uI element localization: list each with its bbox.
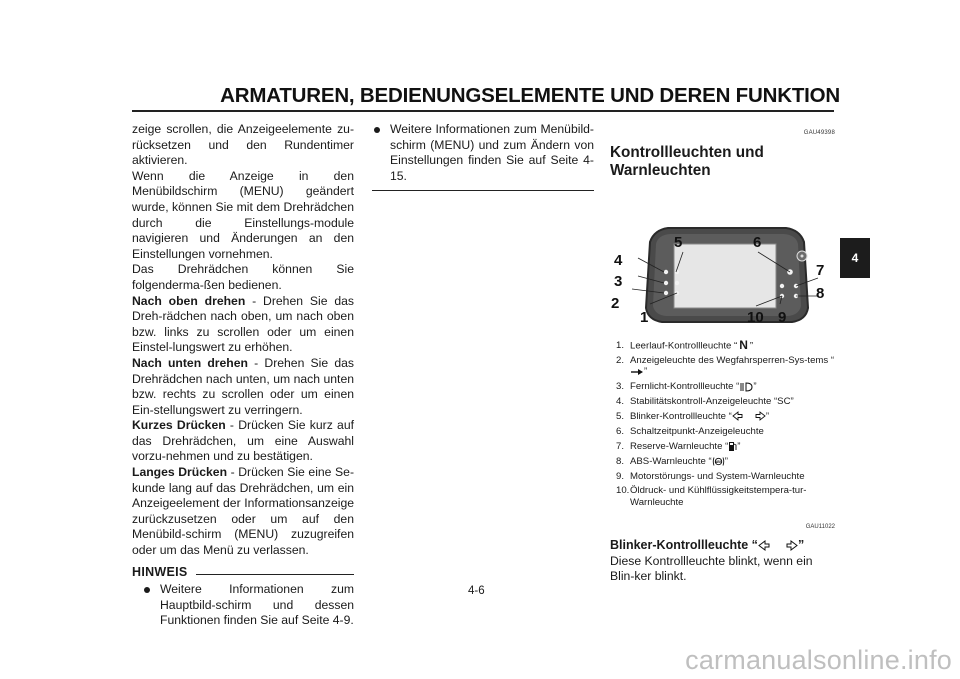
legend-number: 6. — [616, 425, 625, 437]
legend-suffix: ” — [724, 455, 728, 467]
operation-text: - Drücken Sie kurz auf das Drehrädchen, um eine Auswahl vorzu-nehmen und zu bestätigen. — [132, 418, 354, 464]
operation-term: Nach unten drehen — [132, 355, 248, 370]
legend-text: Anzeigeleuchte des Wegfahrsperren-Sys-tems “ — [630, 354, 835, 366]
indicator-light — [780, 283, 784, 287]
legend-item — [616, 355, 835, 378]
subsection-title — [610, 538, 835, 554]
legend-suffix: ” — [765, 410, 770, 422]
menu-bullet — [372, 122, 594, 184]
bullet-icon — [142, 585, 152, 595]
legend-text: Schaltzeitpunkt-Anzeigeleuchte — [630, 425, 764, 437]
operation-term: Nach oben drehen — [132, 293, 246, 308]
legend-item — [616, 426, 835, 438]
paragraph: Das Drehrädchen können Sie folgenderma-ßen bedienen. — [132, 262, 354, 292]
fuel-pump-icon — [728, 441, 737, 452]
paragraph: Wenn die Anzeige in den Menübildschirm (MENU) geändert wurde, können Sie mit dem Drehrädchen durch die Einstellungs-module navigieren und Änderungen an den Einstellungen vornehmen. — [132, 168, 354, 261]
callout-7: 7 — [816, 261, 825, 279]
page-title: ARMATUREN, BEDIENUNGSELEMENTE UND DEREN FUNKTION — [220, 84, 840, 107]
callout-10: 10 — [747, 308, 764, 326]
legend-suffix: ” — [753, 381, 757, 393]
high-beam-icon — [739, 382, 753, 392]
legend-number: 2. — [616, 354, 625, 366]
legend-text: Fernlicht-Kontrollleuchte “ — [630, 381, 740, 393]
reference-code: GAU49398 — [803, 130, 835, 136]
indicator-light — [675, 280, 679, 284]
legend-item — [616, 471, 835, 483]
indicator-light — [675, 269, 679, 273]
header-rule — [132, 110, 834, 112]
legend-text: Motorstörungs- und System-Warnleuchte — [630, 470, 805, 482]
legend-suffix: ” — [737, 440, 741, 452]
immobilizer-key-icon — [630, 368, 644, 376]
note-rule — [196, 574, 354, 575]
indicator-light — [664, 290, 668, 294]
callout-8: 8 — [816, 284, 825, 302]
subsection-title-text: Blinker-Kontrollleuchte “ — [610, 538, 758, 553]
svg-text:ABS: ABS — [714, 459, 723, 464]
legend-item — [616, 456, 835, 468]
legend-item — [616, 396, 835, 408]
legend-suffix: ” — [749, 339, 754, 351]
operation-term: Kurzes Drücken — [132, 418, 226, 433]
legend-list — [610, 337, 835, 509]
watermark: carmanualsonline.info — [685, 645, 952, 675]
note-bullet — [132, 582, 354, 629]
operation-term: Langes Drücken — [132, 465, 228, 480]
legend-number: 9. — [616, 470, 625, 482]
legend-item — [616, 337, 835, 352]
operation-item — [132, 356, 354, 418]
instrument-panel-figure — [610, 192, 835, 334]
right-column — [610, 126, 835, 585]
legend-text: Stabilitätskontroll-Anzeigeleuchte “SC” — [630, 396, 794, 408]
callout-4: 4 — [614, 251, 623, 269]
reference-code: GAU11022 — [805, 524, 835, 531]
abs-icon — [712, 456, 725, 467]
note-label: HINWEIS — [132, 564, 188, 579]
legend-number: 3. — [616, 381, 625, 393]
paragraph: zeige scrollen, die Anzeigeelemente zu-rücksetzen und den Rundentimer aktivieren. — [132, 122, 354, 168]
callout-2: 2 — [611, 294, 620, 312]
operation-item — [132, 418, 354, 465]
legend-number: 8. — [616, 455, 625, 467]
paragraph: Diese Kontrollleuchte blinkt, wenn ein Blin-ker blinkt. — [610, 553, 813, 584]
legend-item — [616, 411, 835, 423]
section-end-rule — [372, 190, 594, 191]
shift-knob-center — [801, 254, 804, 257]
legend-number: 10. — [616, 485, 630, 497]
legend-suffix: ” — [644, 366, 648, 378]
instrument-panel-diagram — [610, 192, 835, 334]
menu-bullet-text: Weitere Informationen zum Menübild-schirm (MENU) und zum Ändern von Einstellungen finden Sie auf Seite 4-15. — [390, 122, 594, 183]
legend-text: ABS-Warnleuchte “ — [630, 455, 712, 467]
callout-1: 1 — [640, 308, 649, 326]
indicator-light — [664, 280, 668, 284]
indicator-light — [664, 269, 668, 273]
callout-6: 6 — [753, 233, 762, 251]
legend-text: Öldruck- und Kühlflüssigkeitstempera-tur-Warnleuchte — [630, 485, 807, 508]
operation-item — [132, 465, 354, 559]
operation-text: - Drücken Sie eine Se-kunde lang auf das Drehrädchen, um ein Anzeigeelement der Informationsanzeige zurückzusetzen oder um auf den Menübild-schirm (MENU) zuzugreifen oder um das Menü zu verlassen. — [132, 465, 355, 558]
left-column — [132, 122, 354, 629]
callout-3: 3 — [614, 272, 623, 290]
operation-text: - Drehen Sie das Dreh-rädchen nach oben, um nach oben bzw. links zu scrollen oder um einen Einstel-lungswert zu erhöhen. — [132, 293, 354, 355]
page-number: 4-6 — [468, 585, 485, 597]
neutral-n-icon: N — [739, 337, 748, 352]
note-bullet-text: Weitere Informationen zum Hauptbild-schirm und dessen Funktionen finden Sie auf Seite 4-9. — [160, 582, 354, 628]
turn-signal-arrows-icon — [758, 540, 798, 551]
note-header — [132, 565, 354, 581]
subsection-title-suffix: ” — [797, 538, 805, 553]
legend-text: Blinker-Kontrollleuchte “ — [630, 410, 732, 422]
callout-9: 9 — [778, 308, 787, 326]
turn-signal-arrows-icon — [732, 411, 766, 421]
legend-number: 7. — [616, 440, 625, 452]
section-title: Kontrollleuchten und Warnleuchten — [610, 143, 764, 179]
legend-number: 4. — [616, 396, 625, 408]
callout-5: 5 — [674, 233, 683, 251]
legend-number: 1. — [616, 339, 625, 351]
operation-item — [132, 294, 354, 356]
chapter-tab: 4 — [840, 238, 870, 278]
legend-item — [616, 441, 835, 453]
bullet-icon — [372, 125, 382, 135]
middle-column — [372, 122, 594, 191]
legend-item — [616, 485, 835, 508]
legend-item — [616, 381, 835, 393]
legend-text: Leerlauf-Kontrollleuchte “ — [630, 339, 738, 351]
legend-text: Reserve-Warnleuchte “ — [630, 440, 729, 452]
legend-number: 5. — [616, 410, 625, 422]
operation-text: - Drehen Sie das Drehrädchen nach unten, um nach unten bzw. rechts zu scrollen oder um einen Ein-stellungswert zu verringern. — [132, 355, 354, 417]
